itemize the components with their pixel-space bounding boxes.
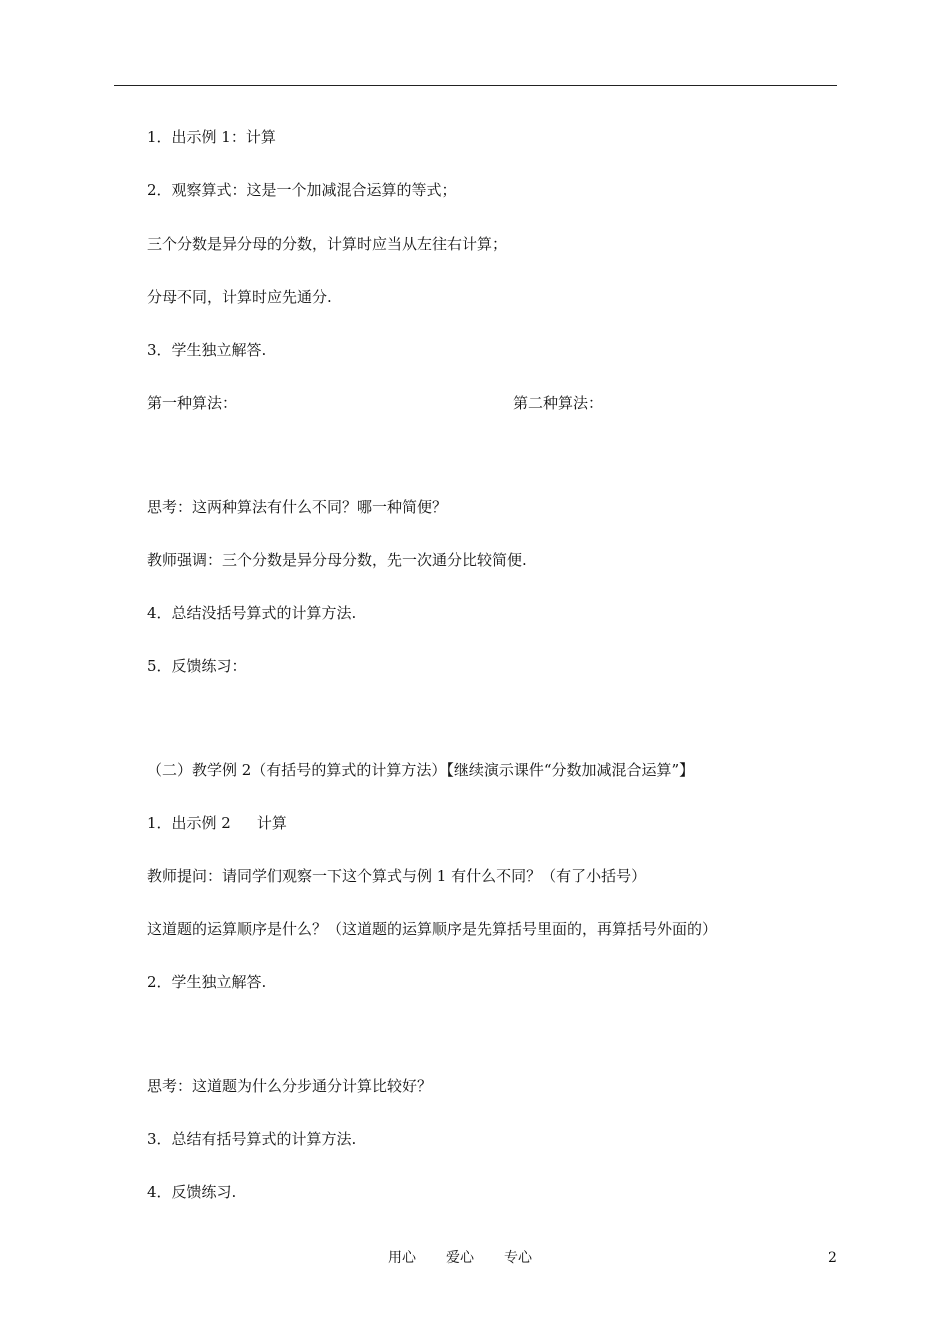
teacher-question: 教师提问：请同学们观察一下这个算式与例 1 有什么不同？（有了小括号） <box>147 867 647 885</box>
footer-motto-3: 专心 <box>504 1250 532 1266</box>
note-common-denominator: 分母不同，计算时应先通分. <box>147 288 332 306</box>
page-number: 2 <box>828 1250 837 1266</box>
second-method-label: 第二种算法： <box>513 394 604 412</box>
footer-motto-2: 爱心 <box>446 1250 474 1266</box>
footer-motto-1: 用心 <box>388 1250 416 1266</box>
step-summarize-no-brackets: 4．总结没括号算式的计算方法. <box>147 604 357 622</box>
step-observe-formula: 2．观察算式：这是一个加减混合运算的等式； <box>147 181 457 199</box>
step-show-example-1: 1．出示例 1：计算 <box>147 128 276 146</box>
think-question-1: 思考：这两种算法有什么不同？哪一种简便？ <box>147 498 448 516</box>
think-question-2: 思考：这道题为什么分步通分计算比较好？ <box>147 1077 433 1095</box>
section-heading-example-2: （二）教学例 2（有括号的算式的计算方法）【继续演示课件“分数加减混合运算”】 <box>147 761 695 779</box>
step-feedback-practice-1: 5．反馈练习： <box>147 657 247 675</box>
step-show-example-2 <box>147 813 287 833</box>
show-example-2-label: 1．出示例 2 <box>147 814 231 832</box>
compute-label: 计算 <box>256 814 287 832</box>
note-unlike-denominators: 三个分数是异分母的分数，计算时应当从左往右计算； <box>147 235 508 253</box>
step-summarize-brackets: 3．总结有括号算式的计算方法. <box>147 1130 357 1148</box>
step-students-solve: 3．学生独立解答. <box>147 341 267 359</box>
first-method-label: 第一种算法： <box>147 394 238 412</box>
methods-row <box>147 393 604 413</box>
header-rule <box>114 85 837 86</box>
operation-order-question: 这道题的运算顺序是什么？（这道题的运算顺序是先算括号里面的，再算括号外面的） <box>147 920 718 938</box>
step-feedback-practice-2: 4．反馈练习. <box>147 1183 237 1201</box>
step-students-solve-2: 2．学生独立解答. <box>147 973 267 991</box>
teacher-emphasis: 教师强调：三个分数是异分母分数，先一次通分比较简便. <box>147 551 527 569</box>
footer-motto <box>388 1249 532 1267</box>
